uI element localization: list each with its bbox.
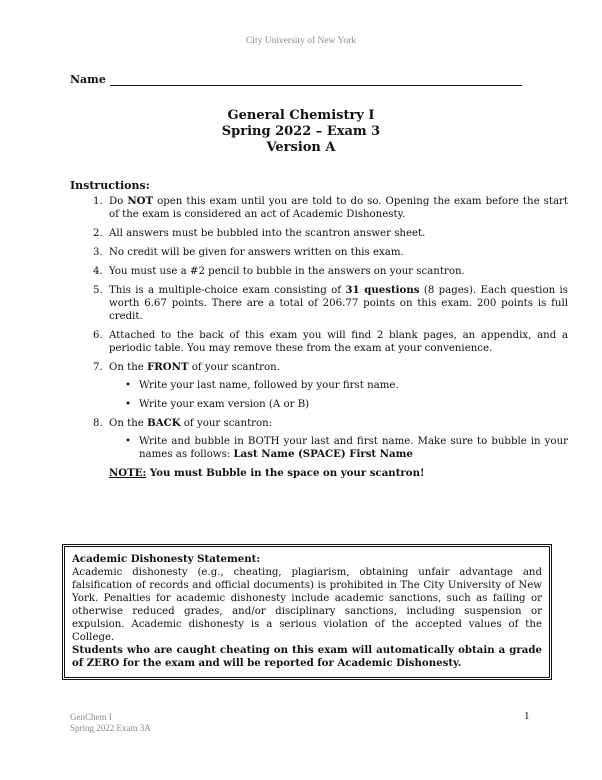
instruction-text: open this exam until you are told to do so. Opening the exam before the start of the exam is considered an act of Academic Dishonesty. <box>109 196 568 220</box>
sub-list <box>109 379 568 411</box>
instruction-text: You must use a #2 pencil to bubble in the answers on your scantron. <box>109 266 465 277</box>
page-number: 1 <box>524 710 530 722</box>
instruction-item <box>106 227 568 240</box>
sub-item: • Write your exam version (A or B) <box>139 398 568 411</box>
instruction-text: Attached to the back of this exam you will find 2 blank pages, an appendix, and a periodic table. You may remove these from the exam at your convenience. <box>109 330 568 354</box>
instruction-text: This is a multiple-choice exam consisting of <box>109 285 346 296</box>
instruction-text: Do <box>109 196 128 207</box>
instruction-item <box>106 417 568 480</box>
sub-item <box>139 435 568 461</box>
instruction-emphasis: 31 questions <box>345 284 420 296</box>
page-header: City University of New York <box>245 36 357 46</box>
sub-item-emphasis: Last Name (SPACE) First Name <box>233 448 413 460</box>
note-label: NOTE: <box>109 467 147 479</box>
sub-item: • Write your last name, followed by your first name. <box>139 379 568 392</box>
instruction-item <box>106 329 568 355</box>
scantron-note <box>109 467 568 480</box>
instruction-emphasis: FRONT <box>147 361 189 373</box>
exam-title <box>0 108 602 156</box>
statement-warning: Students who are caught cheating on this exam will automatically obtain a grade of ZERO for the exam and will be reported for Academic Dishonesty. <box>72 644 542 669</box>
instruction-text: (8 pages). Each question is worth 6.67 points. There are a total of 206.77 points on this exam. 200 points is full credit. <box>109 285 568 322</box>
instruction-emphasis: NOT <box>127 195 154 207</box>
title-course: General Chemistry I <box>227 108 375 123</box>
note-text: You must Bubble in the space on your scantron! <box>146 467 425 479</box>
instruction-text: No credit will be given for answers written on this exam. <box>109 247 404 258</box>
footer-course: GenChem I <box>70 712 112 722</box>
name-blank-line <box>110 75 522 86</box>
name-label: Name <box>70 73 106 86</box>
instruction-text: On the <box>109 362 148 373</box>
sub-list <box>109 435 568 461</box>
instruction-text: All answers must be bubbled into the scantron answer sheet. <box>109 228 426 239</box>
instruction-item <box>106 195 568 221</box>
instruction-text: of your scantron: <box>180 418 273 429</box>
instruction-item <box>106 361 568 411</box>
footer-exam: Spring 2022 Exam 3A <box>70 723 151 733</box>
statement-body: Academic dishonesty (e.g., cheating, plagiarism, obtaining unfair advantage and falsification of records and official documents) is prohibited in The City University of New York. Penalties for academic dishonesty include academic sanctions, such as failing or otherwise reduced grades, and/or disciplinary sanctions, including suspension or expulsion. Academic dishonesty is a serious violation of the accepted values of the College. <box>72 567 542 643</box>
academic-dishonesty-statement <box>62 544 552 680</box>
statement-title: Academic Dishonesty Statement: <box>72 553 261 565</box>
name-field <box>70 73 522 86</box>
instruction-emphasis: BACK <box>147 417 181 429</box>
instructions-heading: Instructions: <box>70 179 150 192</box>
title-version: Version A <box>266 140 336 155</box>
instruction-text: of your scantron. <box>188 362 280 373</box>
instruction-item <box>106 284 568 323</box>
title-term: Spring 2022 – Exam 3 <box>221 124 381 139</box>
instructions-list <box>70 195 568 486</box>
instruction-item <box>106 246 568 259</box>
instruction-text: On the <box>109 418 148 429</box>
page-footer <box>70 712 151 734</box>
sub-item-text: Write and bubble in BOTH your last and first name. Make sure to bubble in your names as follows: <box>139 436 568 460</box>
instruction-item <box>106 265 568 278</box>
